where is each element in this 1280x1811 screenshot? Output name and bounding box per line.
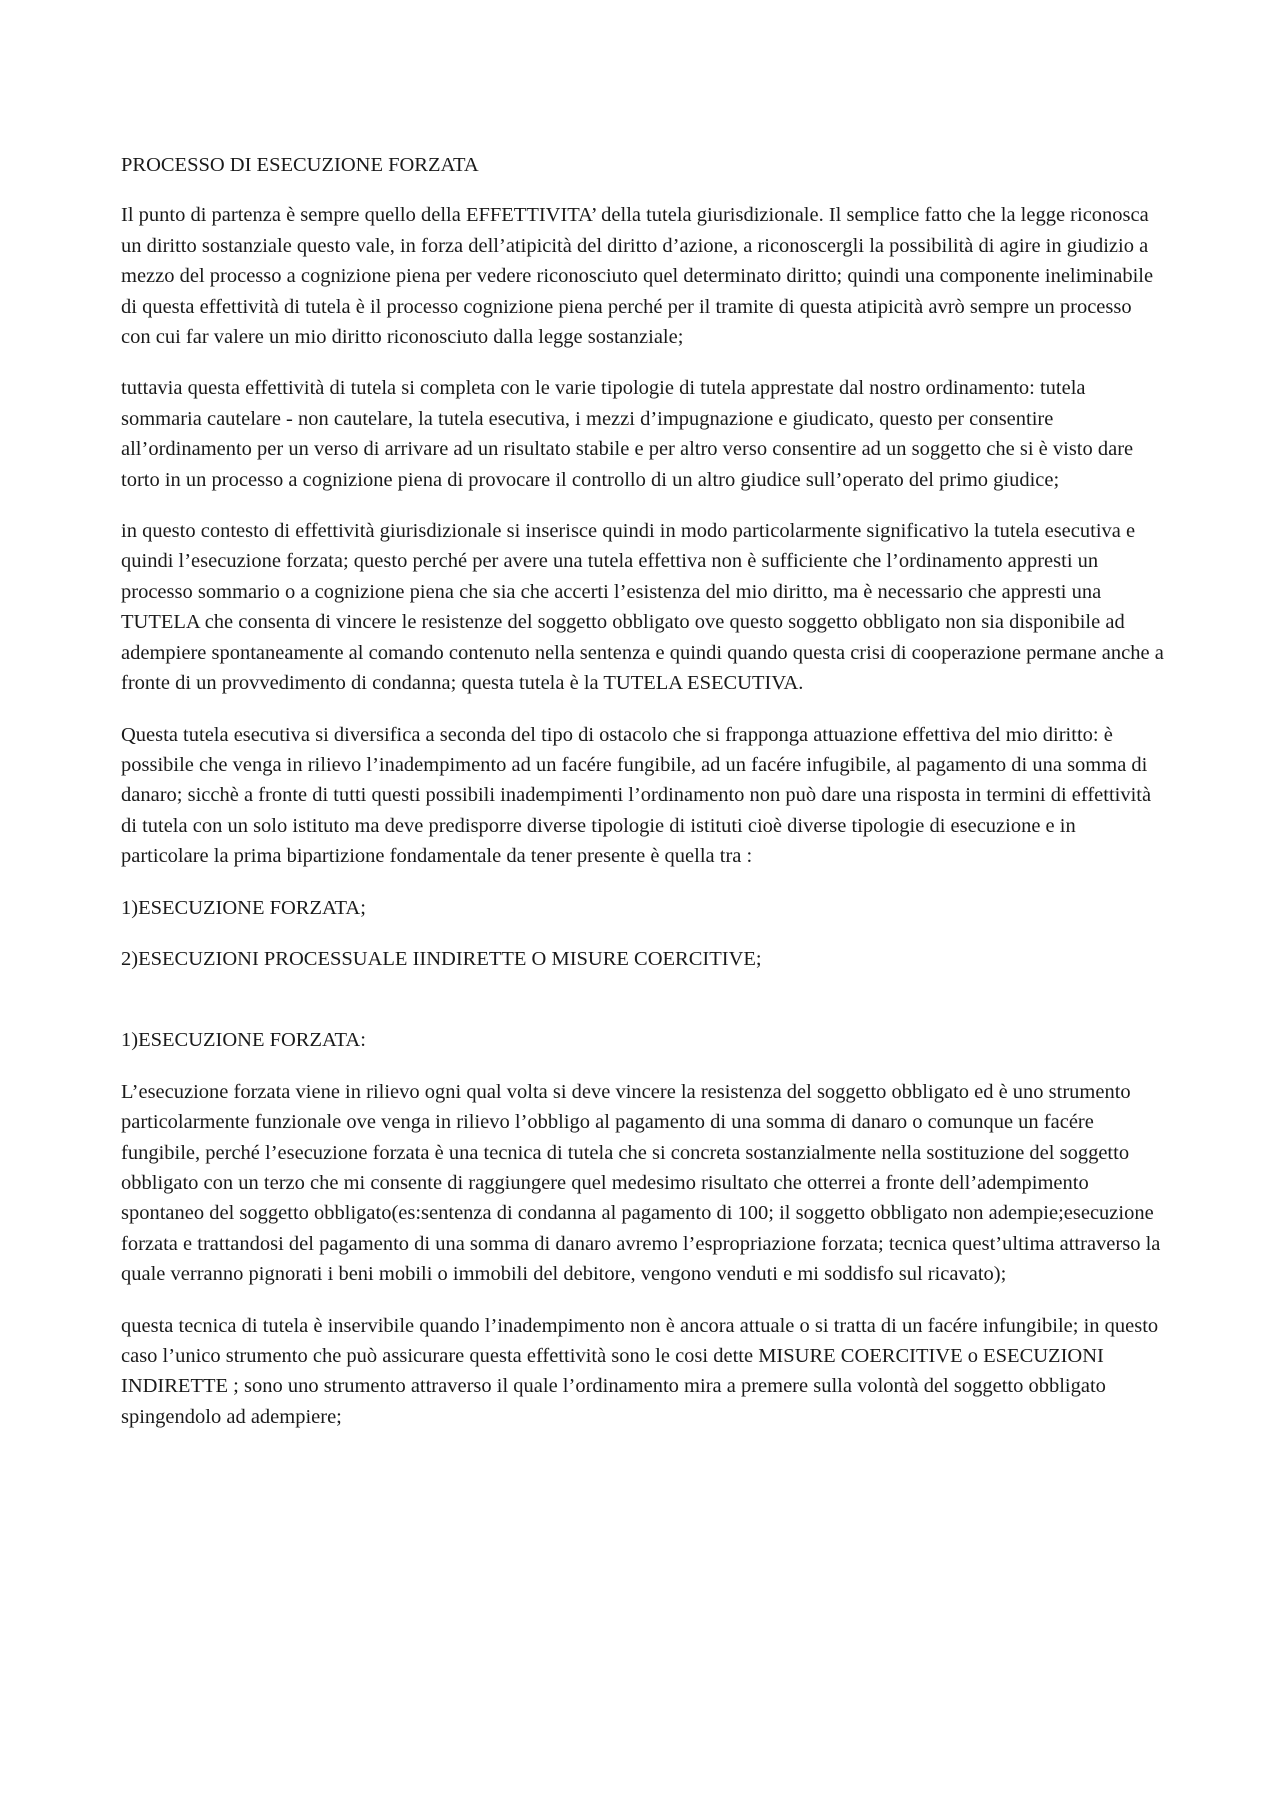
document-title: PROCESSO DI ESECUZIONE FORZATA xyxy=(121,154,479,176)
list-item-misure-coercitive: 2)ESECUZIONI PROCESSUALE IINDIRETTE O MISURE COERCITIVE; xyxy=(121,947,762,970)
paragraph-tipologie-tutela: tuttavia questa effettività di tutela si completa con le varie tipologie di tutela apprestate dal nostro ordinamento: tutela sommaria cautelare - non cautelare, la tutela esecutiva, i mezzi d’impugnazione e giudicato, questo per consentire all’ordinamento per un verso di arrivare ad un risultato stabile e per altro verso consentire ad un soggetto che si è visto dare torto in un processo a cognizione piena di provocare il controllo di un altro giudice sull’operato del primo giudice; xyxy=(121,377,1134,491)
section-heading-esecuzione-forzata: 1)ESECUZIONE FORZATA: xyxy=(121,1029,366,1052)
paragraph-tutela-esecutiva: in questo contesto di effettività giurisdizionale si inserisce quindi in modo particolarmente significativo la tutela esecutiva e quindi l’esecuzione forzata; questo perché per avere una tutela effettiva non è sufficiente che l’ordinamento appresti un processo sommario o a cognizione piena che sia che accerti l’esistenza del mio diritto, ma è necessario che appresti una TUTELA che consenta di vincere le resistenze del soggetto obbligato ove questo soggetto obbligato non sia disponibile ad adempiere spontaneamente al comando contenuto nella sentenza e quindi quando questa crisi di cooperazione permane anche a fronte di un provvedimento di condanna; questa tutela è la TUTELA ESECUTIVA. xyxy=(121,520,1164,695)
paragraph-effettivita: Il punto di partenza è sempre quello della EFFETTIVITA’ della tutela giurisdizionale. Il semplice fatto che la legge riconosca un diritto sostanziale questo vale, in forza dell’atipicità del diritto d’azione, a riconoscergli la possibilità di agire in giudizio a mezzo del processo a cognizione piena per vedere riconosciuto quel determinato diritto; quindi una componente ineliminabile di questa effettività di tutela è il processo cognizione piena perché per il tramite di questa atipicità avrò sempre un processo con cui far valere un mio diritto riconosciuto dalla legge sostanziale; xyxy=(121,204,1154,349)
paragraph-misure-coercitive: questa tecnica di tutela è inservibile quando l’inadempimento non è ancora attuale o si tratta di un facére infungibile; in questo caso l’unico strumento che può assicurare questa effettività sono le cosi dette MISURE COERCITIVE o ESECUZIONI INDIRETTE ; sono uno strumento attraverso il quale l’ordinamento mira a premere sulla volontà del soggetto obbligato spingendolo ad adempiere; xyxy=(121,1314,1159,1428)
document-page xyxy=(121,150,1166,1453)
paragraph-esecuzione-forzata: L’esecuzione forzata viene in rilievo ogni qual volta si deve vincere la resistenza del soggetto obbligato ed è uno strumento particolarmente funzionale ove venga in rilievo l’obbligo al pagamento di una somma di danaro o comunque un facére fungibile, perché l’esecuzione forzata è una tecnica di tutela che si concreta sostanzialmente nella sostituzione del soggetto obbligato con un terzo che mi consente di raggiungere quel medesimo risultato che otterrei a fronte dell’adempimento spontaneo del soggetto obbligato(es:sentenza di condanna al pagamento di 100; il soggetto obbligato non adempie;esecuzione forzata e trattandosi del pagamento di una somma di danaro avremo l’espropriazione forzata; tecnica quest’ultima attraverso la quale verranno pignorati i beni mobili o immobili del debitore, vengono venduti e mi soddisfo sul ricavato); xyxy=(121,1080,1161,1286)
paragraph-bipartizione: Questa tutela esecutiva si diversifica a seconda del tipo di ostacolo che si frapponga attuazione effettiva del mio diritto: è possibile che venga in rilievo l’inadempimento ad un facére fungibile, ad un facére infugibile, al pagamento di una somma di danaro; sicchè a fronte di tutti questi possibili inadempimenti l’ordinamento non può dare una risposta in termini di effettività di tutela con un solo istituto ma deve predisporre diverse tipologie di istituti cioè diverse tipologie di esecuzione e in particolare la prima bipartizione fondamentale da tener presente è quella tra : xyxy=(121,723,1152,868)
list-item-esecuzione-forzata: 1)ESECUZIONE FORZATA; xyxy=(121,896,366,919)
